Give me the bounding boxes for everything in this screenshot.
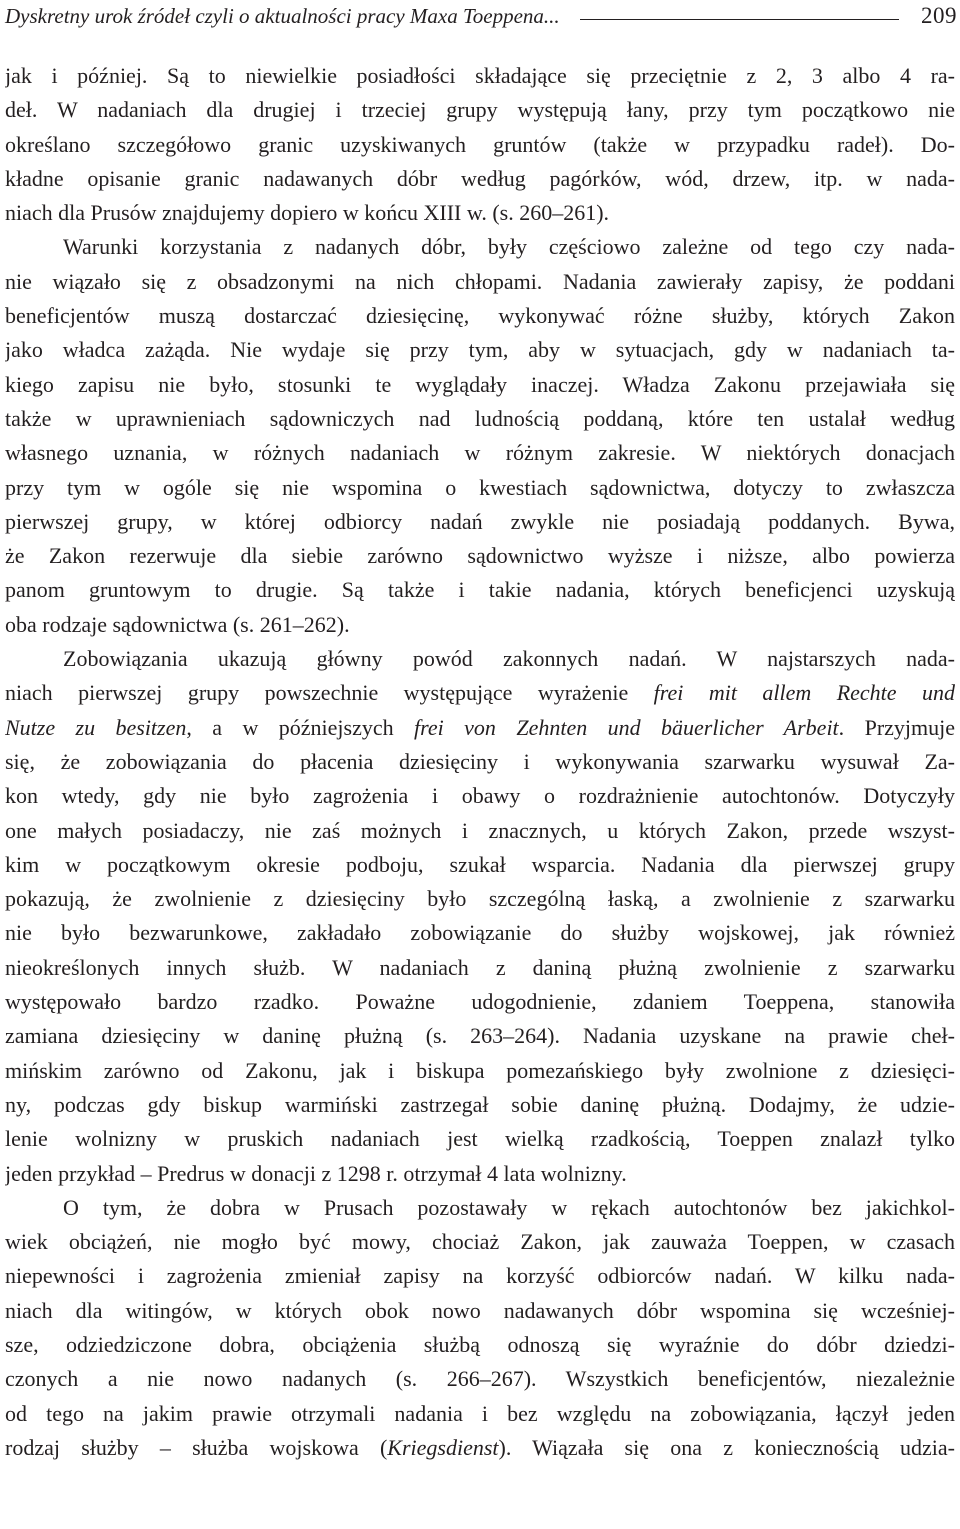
text-line <box>5 1397 955 1431</box>
text-line <box>5 196 955 230</box>
text-line <box>5 1122 955 1156</box>
text-line <box>5 1328 955 1362</box>
text-span: sze, odziedziczone dobra, obciążenia służbą odnoszą się wyraźnie do dóbr dziedzi- <box>5 1331 955 1357</box>
text-span: nieokreślonych innych służb. W nadaniach z daniną płużną zwolnienie z szarwarku <box>5 954 955 980</box>
text-span: deł. W nadaniach dla drugiej i trzeciej grupy występują łany, przy tym początkowo nie <box>5 97 955 123</box>
text-span: , a w późniejszych <box>186 714 415 740</box>
italic-phrase: Kriegsdienst <box>387 1434 499 1460</box>
text-line <box>5 162 955 196</box>
text-line <box>5 1191 955 1225</box>
text-line <box>5 505 955 539</box>
text-line <box>5 59 955 93</box>
text-span: O tym, że dobra w Prusach pozostawały w rękach autochtonów bez jakichkol- <box>63 1194 955 1220</box>
text-line <box>5 1259 955 1293</box>
text-span: nie było bezwarunkowe, zakładało zobowiązanie do służby wojskowej, jak również <box>5 920 955 946</box>
text-span: się, że zobowiązania do płacenia dziesięciny i wykonywania szarwarku wysuwał Za- <box>5 748 955 774</box>
text-line <box>5 573 955 607</box>
text-span: występowało bardzo rzadko. Poważne udogodnienie, zdaniem Toeppena, stanowiła <box>5 989 955 1015</box>
text-line <box>5 848 955 882</box>
text-line <box>5 882 955 916</box>
text-span: że Zakon rezerwuje dla siebie zarówno sądownictwo wyższe i niższe, albo powierza <box>5 543 955 569</box>
text-line <box>5 436 955 470</box>
text-line <box>5 1225 955 1259</box>
text-span: jako władca zażąda. Nie wydaje się przy tym, aby w sytuacjach, gdy w nadaniach ta- <box>5 337 955 363</box>
text-line <box>5 642 955 676</box>
text-span: one małych posiadaczy, nie zaś możnych i znacznych, u których Zakon, przede wszyst- <box>5 817 955 843</box>
text-line <box>5 676 955 710</box>
text-span: czonych a nie nowo nadanych (s. 266–267). Wszystkich beneficjentów, niezależnie <box>5 1366 955 1392</box>
text-line <box>5 368 955 402</box>
text-span: rodzaj służby – służba wojskowa ( <box>5 1434 388 1460</box>
text-line <box>5 128 955 162</box>
text-line <box>5 299 955 333</box>
text-line <box>5 985 955 1019</box>
body-text <box>5 59 955 1465</box>
italic-phrase: Nutze zu besitzen <box>5 714 187 740</box>
header-rule <box>580 19 899 20</box>
text-span: kon wtedy, gdy nie było zagrożenia i obawy o rozdrażnienie autochtonów. Dotyczyły <box>5 783 955 809</box>
text-line <box>5 814 955 848</box>
text-span: własnego uznania, w różnych nadaniach w różnym zakresie. W niektórych donacjach <box>5 440 955 466</box>
text-span: panom gruntowym to drugie. Są także i takie nadania, których beneficjenci uzyskują <box>5 577 955 603</box>
text-line <box>5 951 955 985</box>
text-span: kiego zapisu nie było, stosunki te wyglądały inaczej. Władza Zakonu przejawiała się <box>5 371 955 397</box>
text-span: nie wiązało się z obsadzonymi na nich chłopami. Nadania zawierały zapisy, że poddani <box>5 268 955 294</box>
text-line <box>5 1054 955 1088</box>
text-line <box>5 916 955 950</box>
text-line <box>5 1088 955 1122</box>
page-number: 209 <box>921 3 957 28</box>
text-line <box>5 745 955 779</box>
text-span: Warunki korzystania z nadanych dóbr, były częściowo zależne od tego czy nada- <box>63 234 955 260</box>
text-line <box>5 779 955 813</box>
text-span: niach dla witingów, w których obok nowo nadawanych dóbr wspomina się wcześniej- <box>5 1297 955 1323</box>
italic-phrase: frei von Zehnten und bäuerlicher Arbeit <box>414 714 839 740</box>
text-span: beneficjentów muszą dostarczać dziesięcinę, wykonywać różne służby, których Zakon <box>5 303 955 329</box>
text-span: mińskim zarówno od Zakonu, jak i biskupa pomezańskiego były zwolnione z dziesięci- <box>5 1057 955 1083</box>
text-span: . Przyjmuje <box>838 714 955 740</box>
text-span: pierwszej grupy, w której odbiorcy nadań zwykle nie posiadają poddanych. Bywa, <box>5 508 955 534</box>
text-span: lenie wolnizny w pruskich nadaniach jest wielką rzadkością, Toeppen znalazł tylko <box>5 1126 955 1152</box>
text-line <box>5 333 955 367</box>
text-span: kim w początkowym okresie podboju, szukał wsparcia. Nadania dla pierwszej grupy <box>5 851 955 877</box>
italic-phrase: frei mit allem Rechte und <box>653 680 955 706</box>
text-span: od tego na jakim prawie otrzymali nadania i bez względu na zobowiązania, łączył jeden <box>5 1400 955 1426</box>
text-span: wiek obciążeń, nie mogło być mowy, chociaż Zakon, jak zauważa Toeppen, w czasach <box>5 1229 955 1255</box>
text-line <box>5 402 955 436</box>
text-line <box>5 471 955 505</box>
text-line <box>5 1362 955 1396</box>
text-line <box>5 230 955 264</box>
text-span: pokazują, że zwolnienie z dziesięciny było szczególną łaską, a zwolnienie z szarwarku <box>5 886 955 912</box>
text-line <box>5 1431 955 1465</box>
text-span: niach pierwszej grupy powszechnie występujące wyrażenie <box>5 680 654 706</box>
text-line <box>5 539 955 573</box>
text-span: jeden przykład – Predrus w donacji z 1298 r. otrzymał 4 lata wolnizny. <box>5 1160 627 1186</box>
text-line <box>5 265 955 299</box>
text-span: także w uprawnieniach sądowniczych nad ludnością poddaną, które ten ustalał według <box>5 405 955 431</box>
text-span: niach dla Prusów znajdujemy dopiero w końcu XIII w. (s. 260–261). <box>5 200 610 226</box>
text-line <box>5 1157 955 1191</box>
text-span: jak i później. Są to niewielkie posiadłości składające się przeciętnie z 2, 3 albo 4 ra- <box>5 63 955 88</box>
text-span: przy tym w ogóle się nie wspomina o kwestiach sądownictwa, dotyczy to zwłaszcza <box>5 474 955 500</box>
text-span: oba rodzaje sądownictwa (s. 261–262). <box>5 611 350 637</box>
text-span: ). Wiązała się ona z koniecznością udzia- <box>498 1434 955 1460</box>
text-span: określano szczegółowo granic uzyskiwanych gruntów (także w przypadku radeł). Do- <box>5 131 955 157</box>
running-header <box>5 0 957 32</box>
text-line <box>5 1019 955 1053</box>
text-line <box>5 93 955 127</box>
running-title: Dyskretny urok źródeł czyli o aktualności pracy Maxa Toeppena... <box>5 3 560 28</box>
text-line <box>5 1294 955 1328</box>
text-span: zamiana dziesięciny w daninę płużną (s. 263–264). Nadania uzyskane na prawie cheł- <box>5 1023 955 1049</box>
text-span: kładne opisanie granic nadawanych dóbr według pagórków, wód, drzew, itp. w nada- <box>5 165 955 191</box>
text-span: niepewności i zagrożenia zmieniał zapisy na korzyść odbiorców nadań. W kilku nada- <box>5 1263 955 1289</box>
text-line <box>5 711 955 745</box>
text-span: Zobowiązania ukazują główny powód zakonnych nadań. W najstarszych nada- <box>63 646 955 672</box>
text-line <box>5 608 955 642</box>
text-span: ny, podczas gdy biskup warmiński zastrzegał sobie daninę płużną. Dodajmy, że udzie- <box>5 1091 955 1117</box>
